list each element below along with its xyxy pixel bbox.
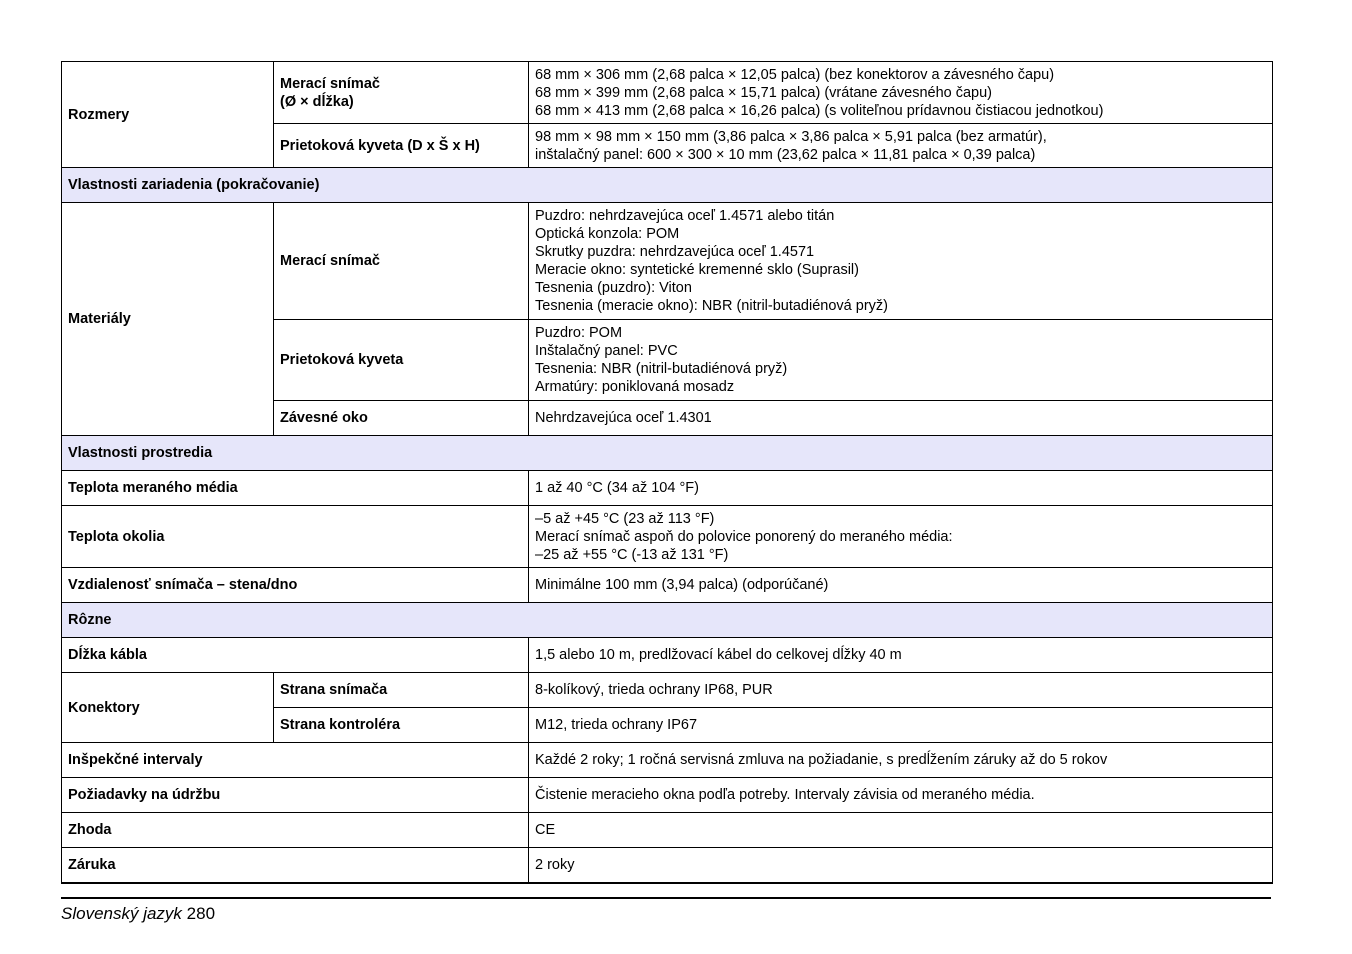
row-label-inspekcne: Inšpekčné intervaly [62, 743, 529, 778]
text-line: Merací snímač [280, 75, 380, 92]
value-konektory-snimac: 8-kolíkový, trieda ochrany IP68, PUR [529, 673, 1273, 708]
value-materialy-kyveta [529, 320, 1273, 401]
specifications-table [61, 61, 1273, 884]
section-header-zariadenie: Vlastnosti zariadenia (pokračovanie) [62, 168, 1273, 203]
text-line: Tesnenia (meracie okno): NBR (nitril-butadiénová pryž) [535, 298, 888, 314]
text-line: Merací snímač aspoň do polovice ponorený do meraného média: [535, 528, 953, 545]
text-line: 68 mm × 399 mm (2,68 palca × 15,71 palca) (vrátane závesného čapu) [535, 84, 993, 101]
text-line: Puzdro: POM [535, 325, 623, 341]
text-line: Tesnenia: NBR (nitril-butadiénová pryž) [535, 361, 788, 377]
value-dlzka-kabla: 1,5 alebo 10 m, predlžovací kábel do celkovej dĺžky 40 m [529, 638, 1273, 673]
sublabel-rozmery-kyveta: Prietoková kyveta (D x Š x H) [274, 124, 529, 168]
text-line: –5 až +45 °C (23 až 113 °F) [535, 510, 715, 527]
text-line: Optická konzola: POM [535, 226, 680, 242]
text-line: 98 mm × 98 mm × 150 mm (3,86 palca × 3,86 palca × 5,91 palca (bez armatúr), [535, 128, 1047, 145]
sublabel-materialy-kyveta: Prietoková kyveta [274, 320, 529, 401]
row-label-zhoda: Zhoda [62, 813, 529, 848]
value-teplota-okolia [529, 506, 1273, 568]
text-line: 68 mm × 413 mm (2,68 palca × 16,26 palca) (s voliteľnou prídavnou čistiacou jednotkou) [535, 102, 1104, 119]
text-line: Puzdro: nehrdzavejúca oceľ 1.4571 alebo titán [535, 208, 835, 224]
text-line: Meracie okno: syntetické kremenné sklo (Suprasil) [535, 262, 859, 278]
row-label-materialy: Materiály [62, 203, 274, 436]
row-label-dlzka-kabla: Dĺžka kábla [62, 638, 529, 673]
page-number: 280 [186, 904, 216, 923]
text-line: Armatúry: poniklovaná mosadz [535, 379, 735, 395]
row-label-teplota-okolia: Teplota okolia [62, 506, 529, 568]
row-label-konektory: Konektory [62, 673, 274, 743]
sublabel-rozmery-snimac [274, 62, 529, 124]
text-line: –25 až +55 °C (-13 až 131 °F) [535, 546, 729, 563]
value-udrzba: Čistenie meracieho okna podľa potreby. Intervaly závisia od meraného média. [529, 778, 1273, 813]
section-header-prostredie: Vlastnosti prostredia [62, 436, 1273, 471]
value-rozmery-snimac [529, 62, 1273, 124]
value-teplota-media: 1 až 40 °C (34 až 104 °F) [529, 471, 1273, 506]
text-line: Skrutky puzdra: nehrdzavejúca oceľ 1.4571 [535, 244, 815, 260]
value-inspekcne: Každé 2 roky; 1 ročná servisná zmluva na požiadanie, s predĺžením záruky až do 5 rokov [529, 743, 1273, 778]
text-line: 68 mm × 306 mm (2,68 palca × 12,05 palca) (bez konektorov a závesného čapu) [535, 66, 1055, 83]
value-zhoda: CE [529, 813, 1273, 848]
row-label-udrzba: Požiadavky na údržbu [62, 778, 529, 813]
row-label-teplota-media: Teplota meraného média [62, 471, 529, 506]
footer-divider [61, 897, 1271, 899]
row-label-vzdialenost: Vzdialenosť snímača – stena/dno [62, 568, 529, 603]
footer-language: Slovenský jazyk [61, 904, 182, 923]
sublabel-konektory-kontroler: Strana kontroléra [274, 708, 529, 743]
sublabel-materialy-snimac: Merací snímač [274, 203, 529, 320]
text-line: Tesnenia (puzdro): Viton [535, 280, 692, 296]
sublabel-konektory-snimac: Strana snímača [274, 673, 529, 708]
value-vzdialenost: Minimálne 100 mm (3,94 palca) (odporúčané) [529, 568, 1273, 603]
value-zaruka: 2 roky [529, 848, 1273, 883]
value-materialy-oko: Nehrdzavejúca oceľ 1.4301 [529, 401, 1273, 436]
value-konektory-kontroler: M12, trieda ochrany IP67 [529, 708, 1273, 743]
text-line: (Ø × dĺžka) [280, 93, 354, 110]
sublabel-materialy-oko: Závesné oko [274, 401, 529, 436]
page-footer [61, 904, 215, 924]
value-materialy-snimac [529, 203, 1273, 320]
row-label-rozmery: Rozmery [62, 62, 274, 168]
text-line: Inštalačný panel: PVC [535, 343, 678, 359]
section-header-rozne: Rôzne [62, 603, 1273, 638]
value-rozmery-kyveta [529, 124, 1273, 168]
text-line: inštalačný panel: 600 × 300 × 10 mm (23,62 palca × 11,81 palca × 0,39 palca) [535, 146, 1036, 163]
row-label-zaruka: Záruka [62, 848, 529, 883]
